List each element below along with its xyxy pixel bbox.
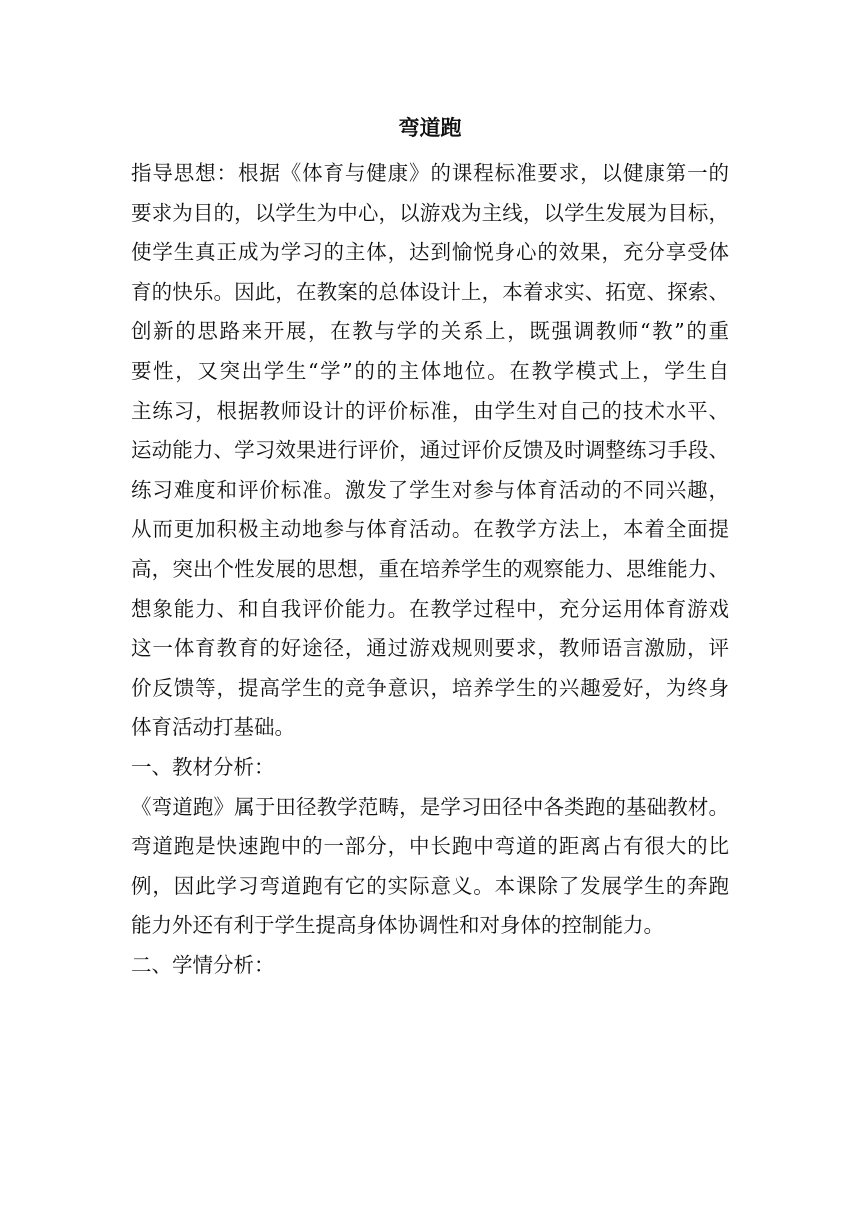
section-heading-student-analysis: 二、学情分析：	[131, 952, 275, 977]
paragraph-line: 《弯道跑》属于田径教学范畴，是学习田径中各类跑的基础教材。	[131, 794, 729, 819]
section-heading-textbook-analysis: 一、教材分析：	[131, 754, 275, 779]
paragraph-line: 价反馈等，提高学生的竞争意识，培养学生的兴趣爱好，为终身	[131, 675, 729, 700]
document-body	[131, 154, 729, 985]
paragraph-line: 例，因此学习弯道跑有它的实际意义。本课除了发展学生的奔跑	[131, 873, 729, 898]
paragraph-line: 想象能力、和自我评价能力。在教学过程中，充分运用体育游戏	[131, 596, 729, 621]
paragraph-line: 弯道跑是快速跑中的一部分，中长跑中弯道的距离占有很大的比	[131, 834, 729, 859]
paragraph-line: 主练习，根据教师设计的评价标准，由学生对自己的技术水平、	[131, 398, 729, 423]
paragraph-line: 运动能力、学习效果进行评价，通过评价反馈及时调整练习手段、	[131, 438, 729, 463]
paragraph-line: 创新的思路来开展，在教与学的关系上，既强调教师“教”的重	[131, 319, 729, 344]
paragraph-line: 要性，又突出学生“学”的的主体地位。在教学模式上，学生自	[131, 358, 729, 383]
paragraph-line: 这一体育教育的好途径，通过游戏规则要求，教师语言激励，评	[131, 636, 729, 661]
paragraph-line: 要求为目的，以学生为中心，以游戏为主线，以学生发展为目标，	[131, 200, 729, 225]
paragraph-line: 能力外还有利于学生提高身体协调性和对身体的控制能力。	[131, 913, 664, 938]
paragraph-line: 高，突出个性发展的思想，重在培养学生的观察能力、思维能力、	[131, 556, 729, 581]
paragraph-line: 从而更加积极主动地参与体育活动。在教学方法上，本着全面提	[131, 517, 729, 542]
paragraph-line: 指导思想：根据《体育与健康》的课程标准要求，以健康第一的	[131, 161, 729, 185]
paragraph-line: 练习难度和评价标准。激发了学生对参与体育活动的不同兴趣，	[131, 477, 729, 502]
paragraph-line: 体育活动打基础。	[131, 715, 295, 740]
paragraph-line: 使学生真正成为学习的主体，达到愉悦身心的效果，充分享受体	[131, 240, 729, 265]
paragraph-line: 育的快乐。因此，在教案的总体设计上，本着求实、拓宽、探索、	[131, 279, 729, 304]
document-title: 弯道跑	[398, 115, 462, 140]
